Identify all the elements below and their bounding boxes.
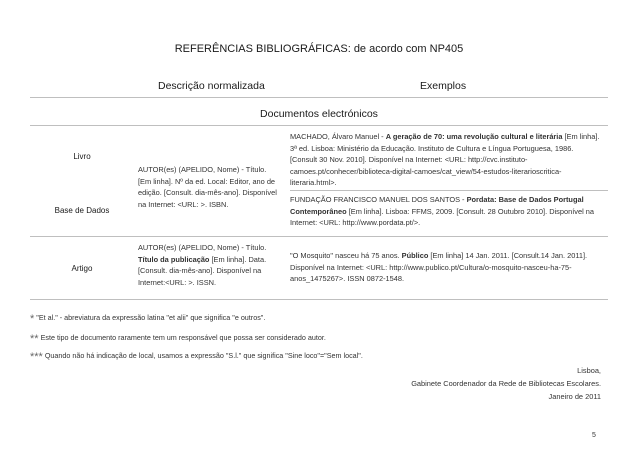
work-title: Pordata: Base de Dados Portugal xyxy=(466,195,584,204)
footnote-text: Este tipo de documento raramente tem um responsável que possa ser considerado autor. xyxy=(40,333,326,342)
text-line: na Internet: <URL: >. ISBN. xyxy=(138,199,229,209)
signature-date: Janeiro de 2011 xyxy=(548,392,601,401)
text-line xyxy=(138,254,283,266)
section-title: Documentos electrónicos xyxy=(260,108,378,120)
text-fragment: [Em linha] 14 Jan. 2011. [Consult.14 Jan. 2011]. xyxy=(428,251,588,260)
text-line: edição. [Consult. dia-mês-ano]. Disponível xyxy=(138,188,277,197)
row-divider xyxy=(30,236,608,237)
text-fragment: [Em linha]. Lisboa: FFMS, 2009. [Consult. 28 Outubro 2010]. Disponível na xyxy=(346,206,594,216)
author: MACHADO, Álvaro Manuel - xyxy=(290,132,386,141)
text-line xyxy=(290,250,610,262)
asterisk-marker: *** xyxy=(30,351,43,363)
text-line: [Consult 30 Nov. 2010]. Disponível na Internet: <URL: http://cvc.instituto- xyxy=(290,155,528,164)
work-title: Contemporâneo xyxy=(290,206,347,216)
row-label-livro: Livro xyxy=(73,152,91,161)
column-header-description: Descrição normalizada xyxy=(158,80,265,92)
text-fragment: [Em linha]. Data. xyxy=(209,254,267,264)
footnote-2 xyxy=(30,333,326,345)
description-article xyxy=(138,242,283,288)
text-line: camoes.pt/conhecer/biblioteca-digital-camoes/cat_view/54-estudos-literarioscritica- xyxy=(290,166,562,176)
text-line: Internet: <URL: http://www.pordata.pt/>. xyxy=(290,218,421,227)
text-line: Internet:<URL: >. ISSN. xyxy=(138,277,217,287)
work-title: A geração de 70: uma revolução cultural e literária xyxy=(385,132,563,141)
section-divider xyxy=(30,125,608,126)
text-fragment: [Em linha]. xyxy=(562,132,600,141)
footnote-text: Quando não há indicação de local, usamos a expressão "S.l." que significa "Sine loco"="Sem local". xyxy=(44,351,363,360)
column-header-examples: Exemplos xyxy=(420,80,467,92)
header-divider xyxy=(30,97,608,98)
asterisk-marker: * xyxy=(30,313,35,325)
signature-city: Lisboa, xyxy=(577,366,601,375)
text-line: 3ª ed. Lisboa: Ministério da Educação. Instituto de Cultura e Língua Portuguesa, 1986. xyxy=(290,143,574,153)
author: FUNDAÇÃO FRANCISCO MANUEL DOS SANTOS - xyxy=(290,195,467,204)
signature-office: Gabinete Coordenador da Rede de Bibliotecas Escolares. xyxy=(411,379,601,388)
page-title: REFERÊNCIAS BIBLIOGRÁFICAS: de acordo com NP405 xyxy=(174,43,464,55)
text-line: Disponível na Internet: <URL: http://www.publico.pt/Cultura/o-mosquito-nasceu-ha-75- xyxy=(290,262,572,272)
row-label-artigo: Artigo xyxy=(71,264,93,273)
description-book-db xyxy=(138,164,283,210)
text-line: AUTOR(es) (APELIDO, Nome) - Título. xyxy=(138,165,267,174)
asterisk-marker: ** xyxy=(30,333,39,345)
text-line: [Em linha]. Nº da ed. Local: Editor, ano de xyxy=(138,176,276,186)
table-bottom-rule xyxy=(30,299,608,300)
footnote-3 xyxy=(30,351,363,363)
publication-title: Título da publicação xyxy=(138,254,210,264)
example-base-de-dados xyxy=(290,194,610,229)
footnote-1 xyxy=(30,313,265,325)
article-title: "O Mosquito" nasceu há 75 anos. xyxy=(290,251,402,260)
text-line: anos_1475267>. ISSN 0872-1548. xyxy=(290,274,405,283)
example-artigo xyxy=(290,250,610,285)
page-number: 5 xyxy=(592,432,596,439)
text-line xyxy=(290,206,610,218)
text-line: literaria.html>. xyxy=(290,178,337,187)
text-line xyxy=(290,194,610,206)
row-label-base-de-dados: Base de Dados xyxy=(54,206,110,215)
footnote-text: "Et al." - abreviatura da expressão latina "et alii" que significa "e outros". xyxy=(36,313,266,322)
text-line xyxy=(290,131,610,143)
example-livro xyxy=(290,131,610,189)
text-line: [Consult. dia-mês-ano]. Disponível na xyxy=(138,266,262,275)
text-line: AUTOR(es) (APELIDO, Nome) - Título. xyxy=(138,243,267,252)
example-divider xyxy=(290,190,608,191)
publication-title: Público xyxy=(401,251,429,260)
